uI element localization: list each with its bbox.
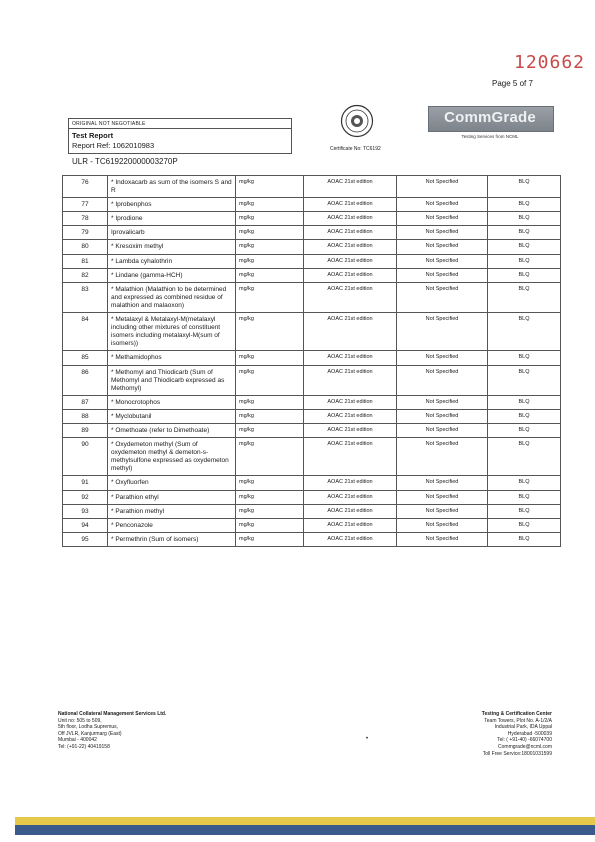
row-serial-number: 76	[63, 176, 108, 198]
footer-right-line: Tel: ( +91-40) -66074700	[497, 737, 552, 744]
row-specification: Not Specified	[397, 490, 488, 504]
row-method: AOAC 21st edition	[304, 365, 397, 395]
row-serial-number: 87	[63, 395, 108, 409]
row-method: AOAC 21st edition	[304, 268, 397, 282]
row-unit: mg/kg	[236, 395, 304, 409]
row-unit: mg/kg	[236, 212, 304, 226]
footer-left-line: 5th floor, Lodha Supremus,	[58, 724, 119, 731]
row-serial-number: 90	[63, 438, 108, 476]
table-row	[63, 254, 561, 268]
row-result: BLQ	[488, 240, 561, 254]
row-unit: mg/kg	[236, 365, 304, 395]
row-parameter: * Iprobenphos	[108, 198, 236, 212]
report-title: Test Report	[72, 131, 114, 140]
row-method: AOAC 21st edition	[304, 490, 397, 504]
page-number-stamp: 120662	[514, 52, 586, 73]
row-parameter: * Myclobutanil	[108, 409, 236, 423]
row-specification: Not Specified	[397, 176, 488, 198]
footer-bullet: •	[366, 736, 369, 742]
row-unit: mg/kg	[236, 254, 304, 268]
row-parameter: Iprovalicarb	[108, 226, 236, 240]
row-unit: mg/kg	[236, 176, 304, 198]
row-method: AOAC 21st edition	[304, 504, 397, 518]
row-result: BLQ	[488, 532, 561, 546]
footer-left-line: Unit no: 505 to 509,	[58, 717, 102, 724]
row-unit: mg/kg	[236, 226, 304, 240]
row-result: BLQ	[488, 176, 561, 198]
row-specification: Not Specified	[397, 438, 488, 476]
row-parameter: * Methamidophos	[108, 351, 236, 365]
table-row	[63, 490, 561, 504]
table-row	[63, 240, 561, 254]
logo-brand: CommGrade	[444, 109, 536, 126]
row-parameter: * Indoxacarb as sum of the isomers S and R	[108, 176, 236, 198]
row-parameter: * Kresoxim methyl	[108, 240, 236, 254]
row-serial-number: 80	[63, 240, 108, 254]
table-row	[63, 395, 561, 409]
row-method: AOAC 21st edition	[304, 518, 397, 532]
footer-band-yellow	[15, 817, 595, 825]
row-serial-number: 78	[63, 212, 108, 226]
row-method: AOAC 21st edition	[304, 226, 397, 240]
row-result: BLQ	[488, 351, 561, 365]
accreditation-seal-icon	[340, 104, 374, 138]
row-result: BLQ	[488, 282, 561, 312]
footer-right-line: Hyderabad -500039	[507, 730, 552, 737]
table-row	[63, 212, 561, 226]
row-parameter: * Parathion methyl	[108, 504, 236, 518]
row-result: BLQ	[488, 438, 561, 476]
row-unit: mg/kg	[236, 351, 304, 365]
row-result: BLQ	[488, 504, 561, 518]
table-row	[63, 423, 561, 437]
footer-left-line: Mumbai - 400042	[58, 737, 97, 744]
row-serial-number: 85	[63, 351, 108, 365]
footer-band-blue	[15, 825, 595, 835]
row-specification: Not Specified	[397, 268, 488, 282]
ulr-number: ULR - TC619220000003270P	[72, 157, 178, 166]
row-result: BLQ	[488, 313, 561, 351]
row-result: BLQ	[488, 423, 561, 437]
table-row	[63, 282, 561, 312]
row-result: BLQ	[488, 409, 561, 423]
row-parameter: * Iprodione	[108, 212, 236, 226]
row-serial-number: 77	[63, 198, 108, 212]
row-unit: mg/kg	[236, 504, 304, 518]
footer-left-address	[58, 711, 166, 751]
row-specification: Not Specified	[397, 476, 488, 490]
row-method: AOAC 21st edition	[304, 409, 397, 423]
certificate-number: Certificate No: TC6192	[330, 146, 381, 152]
footer-right-line: Toll Free Service:18001031599	[482, 750, 552, 757]
row-serial-number: 94	[63, 518, 108, 532]
row-method: AOAC 21st edition	[304, 176, 397, 198]
row-parameter: * Permethrin (Sum of isomers)	[108, 532, 236, 546]
row-result: BLQ	[488, 490, 561, 504]
table-row	[63, 226, 561, 240]
row-result: BLQ	[488, 254, 561, 268]
row-specification: Not Specified	[397, 313, 488, 351]
footer-left-line: Tel: (+91-22) 40419158	[58, 743, 110, 750]
row-method: AOAC 21st edition	[304, 423, 397, 437]
table-row	[63, 438, 561, 476]
row-unit: mg/kg	[236, 490, 304, 504]
row-specification: Not Specified	[397, 226, 488, 240]
table-row	[63, 504, 561, 518]
page-of: Page 5 of 7	[492, 79, 533, 88]
row-unit: mg/kg	[236, 282, 304, 312]
row-specification: Not Specified	[397, 365, 488, 395]
row-unit: mg/kg	[236, 423, 304, 437]
row-serial-number: 88	[63, 409, 108, 423]
commgrade-logo	[428, 106, 552, 144]
row-unit: mg/kg	[236, 198, 304, 212]
footer-right-line: Testing & Certification Center	[481, 711, 552, 717]
row-result: BLQ	[488, 268, 561, 282]
row-unit: mg/kg	[236, 240, 304, 254]
row-serial-number: 79	[63, 226, 108, 240]
row-specification: Not Specified	[397, 254, 488, 268]
row-result: BLQ	[488, 212, 561, 226]
logo-tagline: Testing Services from NCML	[461, 134, 519, 139]
row-parameter: * Parathion ethyl	[108, 490, 236, 504]
footer-right-line: Team Towers, Plot No. A-1/2/A	[484, 717, 552, 724]
row-parameter: * Malathion (Malathion to be determined and expressed as combined residue of malathion and malaoxon)	[108, 282, 236, 312]
row-serial-number: 92	[63, 490, 108, 504]
row-unit: mg/kg	[236, 438, 304, 476]
row-parameter: * Methomyl and Thiodicarb (Sum of Methomyl and Thiodicarb expressed as Methomyl)	[108, 365, 236, 395]
footer-right-address	[400, 711, 552, 757]
row-specification: Not Specified	[397, 423, 488, 437]
report-header-box	[68, 118, 292, 154]
row-result: BLQ	[488, 365, 561, 395]
row-specification: Not Specified	[397, 282, 488, 312]
results-table-body	[63, 176, 561, 547]
table-row	[63, 518, 561, 532]
row-parameter: * Oxydemeton methyl (Sum of oxydemeton methyl & demeton-s-methylsulfone expressed as oxydemeton methyl)	[108, 438, 236, 476]
table-row	[63, 532, 561, 546]
row-specification: Not Specified	[397, 504, 488, 518]
table-row	[63, 476, 561, 490]
row-unit: mg/kg	[236, 476, 304, 490]
row-parameter: * Lambda cyhalothrin	[108, 254, 236, 268]
footer-right-line: Industrial Park, IDA Uppal	[494, 724, 552, 731]
row-method: AOAC 21st edition	[304, 438, 397, 476]
row-result: BLQ	[488, 518, 561, 532]
row-serial-number: 93	[63, 504, 108, 518]
original-not-negotiable: ORIGINAL NOT NEGOTIABLE	[72, 121, 146, 127]
row-specification: Not Specified	[397, 240, 488, 254]
row-method: AOAC 21st edition	[304, 476, 397, 490]
row-method: AOAC 21st edition	[304, 282, 397, 312]
table-row	[63, 365, 561, 395]
footer-right-line: Commgrade@ncml.com	[498, 743, 552, 750]
row-serial-number: 86	[63, 365, 108, 395]
row-method: AOAC 21st edition	[304, 240, 397, 254]
row-parameter: * Metalaxyl & Metalaxyl-M(metalaxyl including other mixtures of constituent isomers including metalaxyl-M(sum of isomers))	[108, 313, 236, 351]
row-result: BLQ	[488, 198, 561, 212]
table-row	[63, 409, 561, 423]
row-result: BLQ	[488, 476, 561, 490]
report-ref: Report Ref: 1062010983	[72, 141, 155, 150]
row-serial-number: 91	[63, 476, 108, 490]
row-unit: mg/kg	[236, 518, 304, 532]
row-serial-number: 95	[63, 532, 108, 546]
row-unit: mg/kg	[236, 409, 304, 423]
row-method: AOAC 21st edition	[304, 313, 397, 351]
row-specification: Not Specified	[397, 532, 488, 546]
footer-left-line: National Collateral Management Services Ltd.	[58, 711, 167, 717]
row-serial-number: 81	[63, 254, 108, 268]
row-serial-number: 89	[63, 423, 108, 437]
row-method: AOAC 21st edition	[304, 198, 397, 212]
table-row	[63, 198, 561, 212]
row-unit: mg/kg	[236, 313, 304, 351]
results-table	[62, 175, 561, 547]
row-result: BLQ	[488, 395, 561, 409]
table-row	[63, 313, 561, 351]
row-unit: mg/kg	[236, 268, 304, 282]
row-method: AOAC 21st edition	[304, 212, 397, 226]
table-row	[63, 176, 561, 198]
header-divider	[69, 128, 291, 129]
row-specification: Not Specified	[397, 395, 488, 409]
row-serial-number: 84	[63, 313, 108, 351]
row-specification: Not Specified	[397, 351, 488, 365]
row-unit: mg/kg	[236, 532, 304, 546]
row-parameter: * Omethoate (refer to Dimethoate)	[108, 423, 236, 437]
table-row	[63, 268, 561, 282]
row-serial-number: 82	[63, 268, 108, 282]
row-method: AOAC 21st edition	[304, 351, 397, 365]
row-method: AOAC 21st edition	[304, 254, 397, 268]
row-parameter: * Monocrotophos	[108, 395, 236, 409]
row-specification: Not Specified	[397, 518, 488, 532]
row-specification: Not Specified	[397, 212, 488, 226]
row-result: BLQ	[488, 226, 561, 240]
table-row	[63, 351, 561, 365]
footer-left-line: Off JVLR, Kanjurmarg (East)	[58, 730, 122, 737]
row-parameter: * Lindane (gamma-HCH)	[108, 268, 236, 282]
row-specification: Not Specified	[397, 409, 488, 423]
row-parameter: * Penconazole	[108, 518, 236, 532]
row-method: AOAC 21st edition	[304, 532, 397, 546]
row-parameter: * Oxyfluorfen	[108, 476, 236, 490]
row-serial-number: 83	[63, 282, 108, 312]
row-specification: Not Specified	[397, 198, 488, 212]
row-method: AOAC 21st edition	[304, 395, 397, 409]
